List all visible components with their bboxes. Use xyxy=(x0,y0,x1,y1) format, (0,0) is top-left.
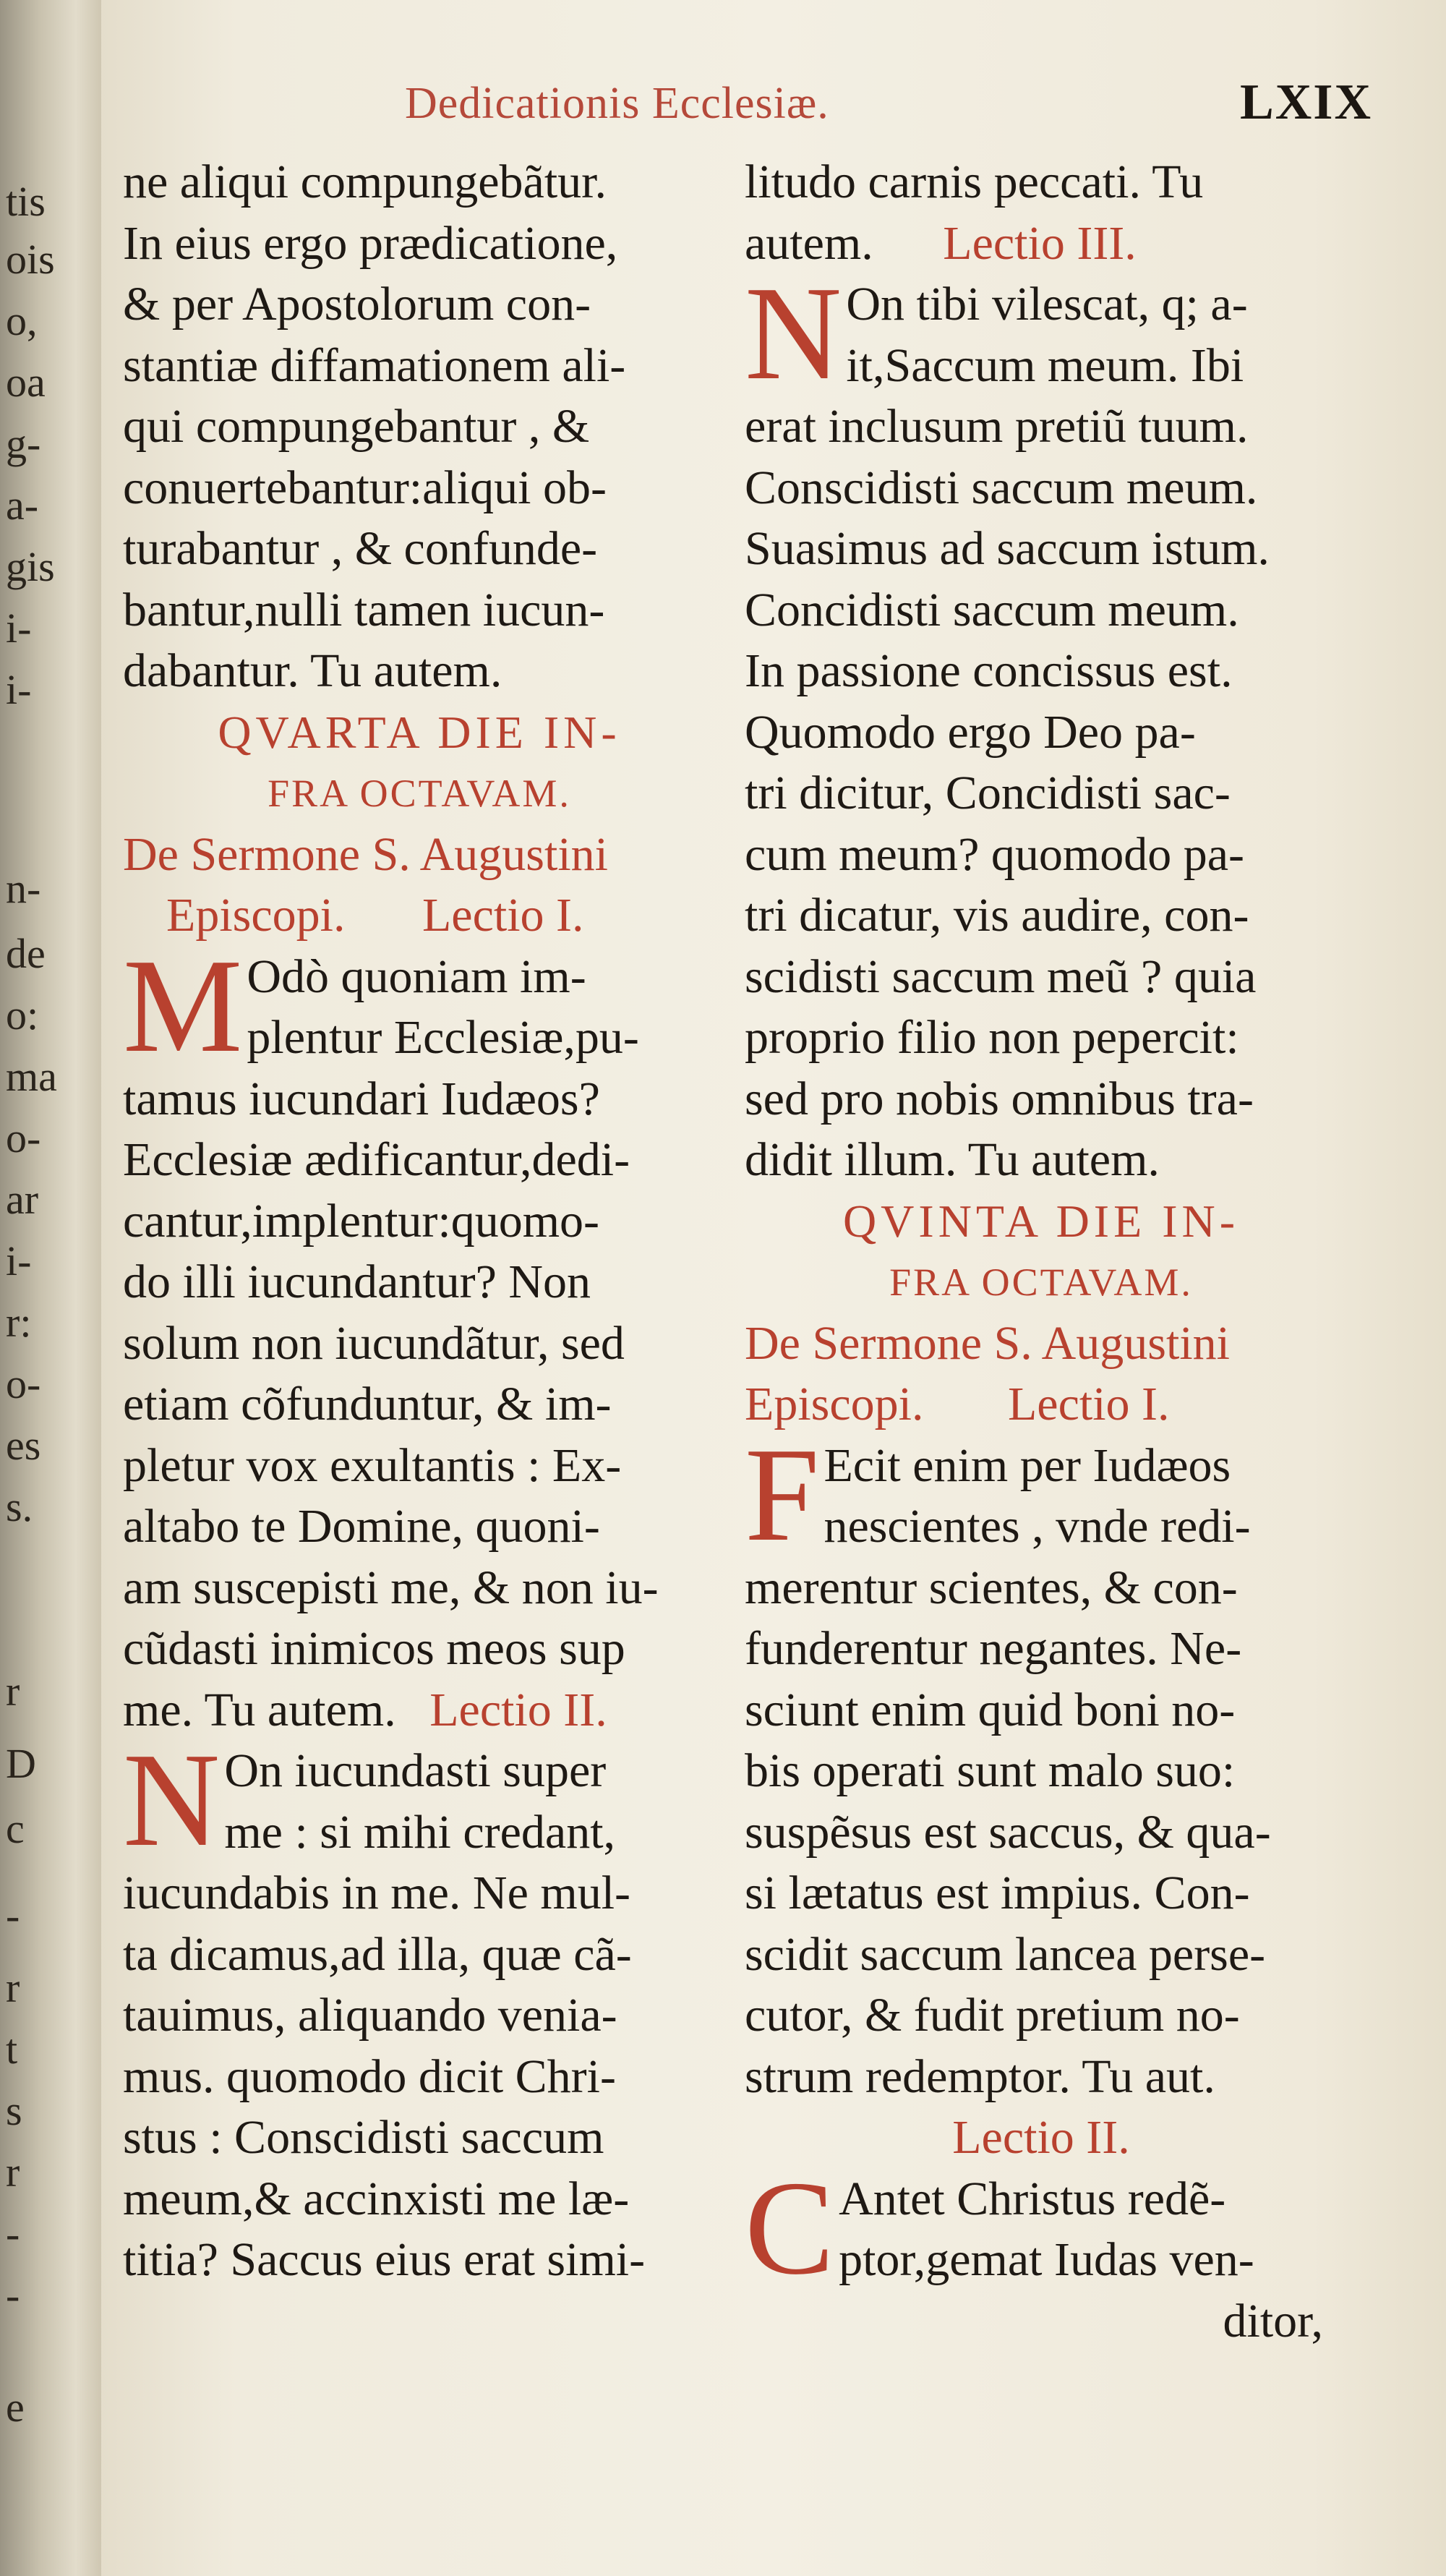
text-line: tri dicitur, Concidisti sac- xyxy=(745,767,1231,819)
gutter-fragment: r: xyxy=(6,1299,32,1346)
text-line: sed pro nobis omnibus tra- xyxy=(745,1072,1254,1125)
text-line: sciunt enim quid boni no- xyxy=(745,1683,1236,1736)
gutter-fragment: ma xyxy=(6,1053,57,1100)
gutter-fragment: n- xyxy=(6,865,41,912)
text-line: ptor,gemat Iudas ven- xyxy=(839,2233,1254,2286)
gutter-fragment: tis xyxy=(6,178,46,225)
gutter-fragment: r xyxy=(6,1964,20,2011)
text-line: tamus iucundari Iudæos? xyxy=(123,1072,600,1125)
gutter-fragment: i- xyxy=(6,1237,32,1284)
text-line: ta dicamus,ad illa, quæ cã- xyxy=(123,1927,632,1981)
gutter-fragment: e xyxy=(6,2384,25,2431)
text-line: Concidisti saccum meum. xyxy=(745,583,1239,636)
text-line: tauimus, aliquando venia- xyxy=(123,1989,617,2042)
page-header xyxy=(101,74,1446,143)
gutter-fragment: - xyxy=(6,2210,20,2257)
gutter-fragment: s xyxy=(6,2087,22,2134)
text-line: erat inclusum pretiũ tuum. xyxy=(745,400,1249,453)
catchword: ditor, xyxy=(1223,2294,1323,2347)
lectio-label: Lectio II. xyxy=(952,2111,1130,2164)
drop-cap: F xyxy=(745,1420,820,1569)
text-line: strum redemptor. Tu aut. xyxy=(745,2050,1215,2103)
feast-heading: QVINTA DIE IN- xyxy=(842,1195,1240,1247)
text-line: qui compungebantur , & xyxy=(123,400,590,453)
gutter-fragment: - xyxy=(6,1892,20,1939)
text-line: etiam cõfunduntur, & im- xyxy=(123,1378,612,1430)
text-line: solum non iucundãtur, sed xyxy=(123,1316,625,1370)
gutter-fragment: D xyxy=(6,1740,36,1787)
gutter-fragment: oa xyxy=(6,359,46,406)
text-line: funderentur negantes. Ne- xyxy=(745,1622,1242,1675)
text-line: Ecit enim per Iudæos xyxy=(823,1438,1231,1492)
gutter-fragment: a- xyxy=(6,482,39,529)
text-line: cũdasti inimicos meos sup xyxy=(123,1622,625,1675)
gutter-fragment: g- xyxy=(6,420,41,467)
drop-cap: C xyxy=(745,2153,835,2303)
text-line: conuertebantur:aliqui ob- xyxy=(123,461,607,514)
feast-heading: QVARTA DIE IN- xyxy=(218,706,621,758)
lectio-label: Lectio II. xyxy=(429,1683,607,1736)
sermon-heading: De Sermone S. Augustini xyxy=(123,827,608,881)
text-line: & per Apostolorum con- xyxy=(123,278,591,330)
text-line: Odò quoniam im- xyxy=(247,950,586,1003)
text-line: ne aliqui compungebãtur. xyxy=(123,155,607,208)
paragraph xyxy=(123,931,716,1080)
gutter-fragment: r xyxy=(6,2149,20,2196)
text-line: stus : Conscidisti saccum xyxy=(123,2111,604,2164)
text-line: proprio filio non pepercit: xyxy=(745,1011,1239,1064)
text-line: do illi iucundantur? Non xyxy=(123,1255,591,1308)
paragraph xyxy=(745,1420,1338,1569)
gutter-fragment: t xyxy=(6,2026,18,2073)
text-line: turabantur , & confunde- xyxy=(123,522,598,575)
gutter-fragment: gis xyxy=(6,543,55,590)
text-line: Suasimus ad saccum istum. xyxy=(745,522,1270,575)
text-line: bantur,nulli tamen iucun- xyxy=(123,583,605,636)
gutter-fragment: c xyxy=(6,1805,25,1852)
text-line: Quomodo ergo Deo pa- xyxy=(745,705,1196,759)
lectio-label: Lectio III. xyxy=(943,216,1137,270)
text-line: On tibi vilescat, q; a- xyxy=(846,278,1248,330)
gutter-fragment: de xyxy=(6,930,46,977)
feast-heading-sub: FRA OCTAVAM. xyxy=(889,1261,1193,1304)
text-line: altabo te Domine, quoni- xyxy=(123,1500,600,1553)
text-line: nescientes , vnde redi- xyxy=(823,1500,1251,1553)
gutter-fragment: ar xyxy=(6,1176,39,1223)
text-line: titia? Saccus eius erat simi- xyxy=(123,2233,646,2286)
text-line: plentur Ecclesiæ,pu- xyxy=(247,1011,639,1064)
sermon-author: Episcopi. xyxy=(745,1378,924,1430)
text-line: meum,& accinxisti me læ- xyxy=(123,2172,630,2225)
text-line: stantiæ diffamationem ali- xyxy=(123,338,626,392)
lectio-label: Lectio I. xyxy=(1007,1378,1170,1430)
gutter-fragment: r xyxy=(6,1668,20,1715)
paragraph xyxy=(123,1726,716,1875)
paragraph xyxy=(745,259,1338,408)
text-line: In passione concissus est. xyxy=(745,644,1233,697)
gutter-fragment: - xyxy=(6,2272,20,2319)
text-line: didit illum. Tu autem. xyxy=(745,1133,1160,1186)
text-line: suspẽsus est saccus, & qua- xyxy=(745,1805,1271,1859)
sermon-heading: De Sermone S. Augustini xyxy=(745,1316,1230,1370)
text-line: tri dicatur, vis audire, con- xyxy=(745,889,1249,942)
gutter-fragment: o- xyxy=(6,1114,41,1161)
text-line: si lætatus est impius. Con- xyxy=(745,1867,1250,1919)
text-line: litudo carnis peccati. Tu xyxy=(745,155,1204,208)
text-line: Antet Christus redẽ- xyxy=(839,2172,1226,2225)
text-line: scidit saccum lancea perse- xyxy=(745,1927,1266,1981)
text-line: cantur,implentur:quomo- xyxy=(123,1194,600,1248)
text-line: am suscepisti me, & non iu- xyxy=(123,1561,659,1614)
text-line: pletur vox exultantis : Ex- xyxy=(123,1438,622,1492)
text-fragment: me. Tu autem. xyxy=(123,1683,396,1736)
text-line: Ecclesiæ ædificantur,dedi- xyxy=(123,1133,630,1186)
text-line: me : si mihi credant, xyxy=(224,1805,616,1859)
drop-cap: N xyxy=(123,1726,221,1875)
feast-heading-sub: FRA OCTAVAM. xyxy=(268,772,571,815)
gutter-fragment: ois xyxy=(6,236,55,283)
text-line: dabantur. Tu autem. xyxy=(123,644,502,697)
sermon-author: Episcopi. xyxy=(166,889,346,942)
gutter-fragment: o, xyxy=(6,297,38,344)
text-line: In eius ergo prædicatione, xyxy=(123,216,618,270)
gutter-fragment: o: xyxy=(6,991,39,1038)
gutter-fragment: i- xyxy=(6,666,32,713)
right-column xyxy=(745,152,1338,2352)
text-line: On iucundasti super xyxy=(224,1744,607,1797)
sermon-heading-line2 xyxy=(745,1374,1338,1436)
paragraph xyxy=(745,2153,1338,2303)
left-column xyxy=(123,152,716,2291)
left-page-gutter xyxy=(0,0,101,2576)
gutter-fragment: es xyxy=(6,1422,41,1469)
text-line: cutor, & fudit pretium no- xyxy=(745,1989,1240,2042)
text-line: scidisti saccum meũ ? quia xyxy=(745,950,1257,1003)
folio-number: LXIX xyxy=(1240,74,1373,130)
lectio-label: Lectio I. xyxy=(422,889,584,942)
text-line: merentur scientes, & con- xyxy=(745,1561,1238,1614)
text-line: mus. quomodo dicit Chri- xyxy=(123,2050,616,2103)
gutter-fragment: i- xyxy=(6,605,32,652)
text-line: iucundabis in me. Ne mul- xyxy=(123,1867,631,1919)
gutter-fragment: s. xyxy=(6,1483,33,1530)
drop-cap: N xyxy=(745,259,842,408)
gutter-fragment: o- xyxy=(6,1360,41,1407)
book-page xyxy=(101,0,1446,2576)
text-fragment: autem. xyxy=(745,216,873,270)
text-line: it,Saccum meum. Ibi xyxy=(846,338,1244,392)
text-line: cum meum? quomodo pa- xyxy=(745,827,1245,881)
text-line: bis operati sunt malo suo: xyxy=(745,1744,1236,1797)
drop-cap: M xyxy=(123,931,243,1080)
running-title: Dedicationis Ecclesiæ. xyxy=(405,79,829,128)
text-line: Conscidisti saccum meum. xyxy=(745,461,1258,514)
